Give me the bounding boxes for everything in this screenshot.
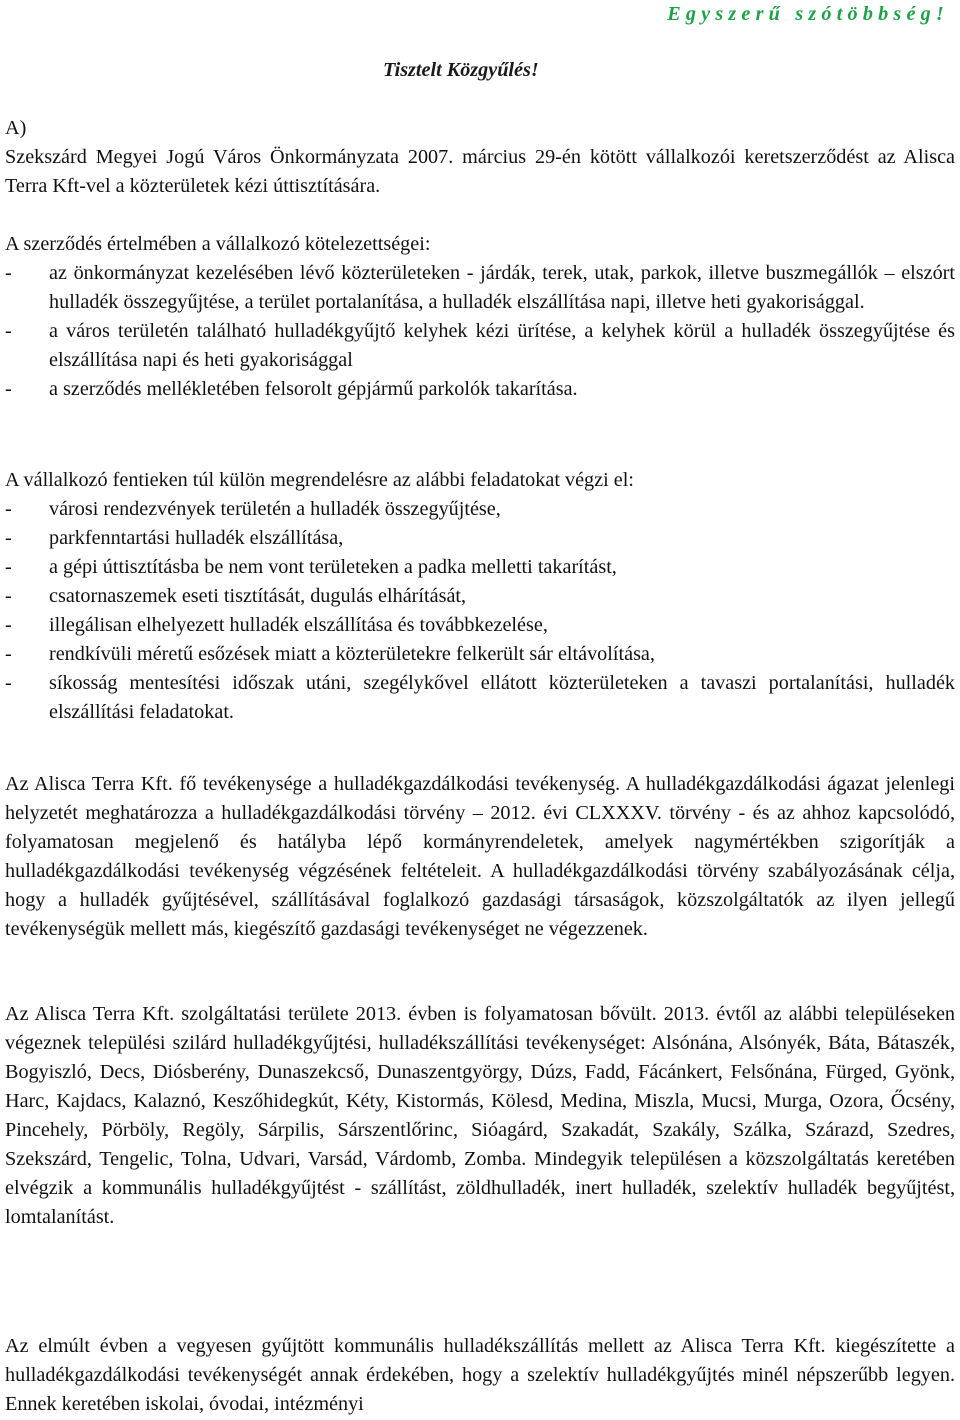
salutation: Tisztelt Közgyűlés!: [383, 59, 539, 81]
service-area-paragraph: Az Alisca Terra Kft. szolgáltatási területe 2013. évben is folyamatosan bővült. 2013. évtől az alábbi településeken végeznek települési szilárd hulladékgyűjtési, hulladékszállítási tevékenységet: Alsónána, Alsónyék, Báta, Bátaszék, Bogyiszló, Decs, Diósberény, Dunaszekcső, Dunaszentgyörgy, Dúzs, Fadd, Fácánkert, Felsőnána, Fürged, Gyönk, Harc, Kajdacs, Kalaznó, Keszőhidegkút, Kéty, Kistormás, Kölesd, Medina, Miszla, Mucsi, Murga, Ozora, Őcsény, Pincehely, Pörböly, Regöly, Sárpilis, Sárszentlőrinc, Sióagárd, Szakadát, Szakály, Szálka, Szárazd, Szedres, Szekszárd, Tengelic, Tolna, Udvari, Varsád, Várdomb, Zomba. Mindegyik településen a közszolgáltatás keretében elvégzik a kommunális hulladékgyűjtést - szállítást, zöldhulladék, inert hulladék, szelektív hulladék begyűjtést, lomtalanítást.: [5, 1003, 955, 1228]
section-a-label: A): [5, 117, 27, 139]
majority-label: Egyszerű szótöbbség!: [667, 3, 949, 25]
dash-bullet: -: [5, 556, 12, 578]
obligations-list: [5, 259, 955, 404]
dash-bullet: -: [5, 320, 12, 342]
list-item: [5, 582, 955, 611]
list-item-text: az önkormányzat kezelésében lévő közterületeken - járdák, terek, utak, parkok, illetve buszmegállók – elszórt hulladék összegyűjtése, a terület portalanítása, a hulladék elszállítása napi, illetve heti gyakorisággal.: [49, 262, 955, 313]
list-item: [5, 611, 955, 640]
list-item: [5, 640, 955, 669]
list-item-text: a város területén található hulladékgyűjtő kelyhek kézi ürítése, a kelyhek körül a hulladék összegyűjtése és elszállítása napi és heti gyakorisággal: [49, 320, 955, 371]
obligations-heading: A szerződés értelmében a vállalkozó kötelezettségei:: [5, 233, 431, 255]
list-item: [5, 669, 955, 727]
dash-bullet: -: [5, 498, 12, 520]
list-item: [5, 553, 955, 582]
extra-tasks-block: [5, 466, 955, 727]
main-activity-paragraph: Az Alisca Terra Kft. fő tevékenysége a hulladékgazdálkodási tevékenység. A hulladékgazdálkodási ágazat jelenlegi helyzetét meghatározza a hulladékgazdálkodási törvény – 2012. évi CLXXXV. törvény - és az ahhoz kapcsolódó, folyamatosan megjelenő és hatályba lépő kormányrendeletek, amelyek nagymértékben szigorítják a hulladékgazdálkodási tevékenység végzésének feltételeit. A hulladékgazdálkodási törvény szabályozásának célja, hogy a hulladék gyűjtésével, szállításával foglalkozó gazdasági társaságok, közszolgáltatók az ilyen jellegű tevékenységük mellett más, kiegészítő gazdasági tevékenységet ne végezzenek.: [5, 773, 955, 940]
list-item: [5, 259, 955, 317]
list-item-text: a gépi úttisztításba be nem vont területeken a padka melletti takarítást,: [49, 556, 617, 578]
dash-bullet: -: [5, 672, 12, 694]
dash-bullet: -: [5, 643, 12, 665]
list-item: [5, 495, 955, 524]
list-item: [5, 317, 955, 375]
dash-bullet: -: [5, 527, 12, 549]
dash-bullet: -: [5, 378, 12, 400]
section-a-intro: Szekszárd Megyei Jogú Város Önkormányzata 2007. március 29-én kötött vállalkozói keretszerződést az Alisca Terra Kft-vel a közterületek kézi úttisztítására.: [5, 146, 955, 197]
dash-bullet: -: [5, 614, 12, 636]
list-item-text: rendkívüli méretű esőzések miatt a közterületekre felkerült sár eltávolítása,: [49, 643, 655, 665]
obligations-block: [5, 230, 955, 404]
list-item-text: városi rendezvények területén a hulladék összegyűjtése,: [49, 498, 501, 520]
list-item: [5, 375, 955, 404]
list-item-text: csatornaszemek eseti tisztítását, dugulás elhárítását,: [49, 585, 467, 607]
extra-tasks-heading: A vállalkozó fentieken túl külön megrendelésre az alábbi feladatokat végzi el:: [5, 469, 634, 491]
list-item: [5, 524, 955, 553]
list-item-text: parkfenntartási hulladék elszállítása,: [49, 527, 344, 549]
dash-bullet: -: [5, 585, 12, 607]
selective-waste-paragraph: Az elmúlt évben a vegyesen gyűjtött kommunális hulladékszállítás mellett az Alisca Terra Kft. kiegészítette a hulladékgazdálkodási tevékenységét annak érdekében, hogy a szelektív hulladékgyűjtés minél népszerűbb legyen. Ennek keretében iskolai, óvodai, intézményi: [5, 1335, 955, 1415]
section-a: [5, 114, 955, 201]
list-item-text: síkosság mentesítési időszak utáni, szegélykővel ellátott közterületeken a tavaszi portalanítási, hulladék elszállítási feladatokat.: [49, 672, 955, 723]
dash-bullet: -: [5, 262, 12, 284]
list-item-text: illegálisan elhelyezett hulladék elszállítása és továbbkezelése,: [49, 614, 548, 636]
list-item-text: a szerződés mellékletében felsorolt gépjármű parkolók takarítása.: [49, 378, 578, 400]
extra-tasks-list: [5, 495, 955, 727]
